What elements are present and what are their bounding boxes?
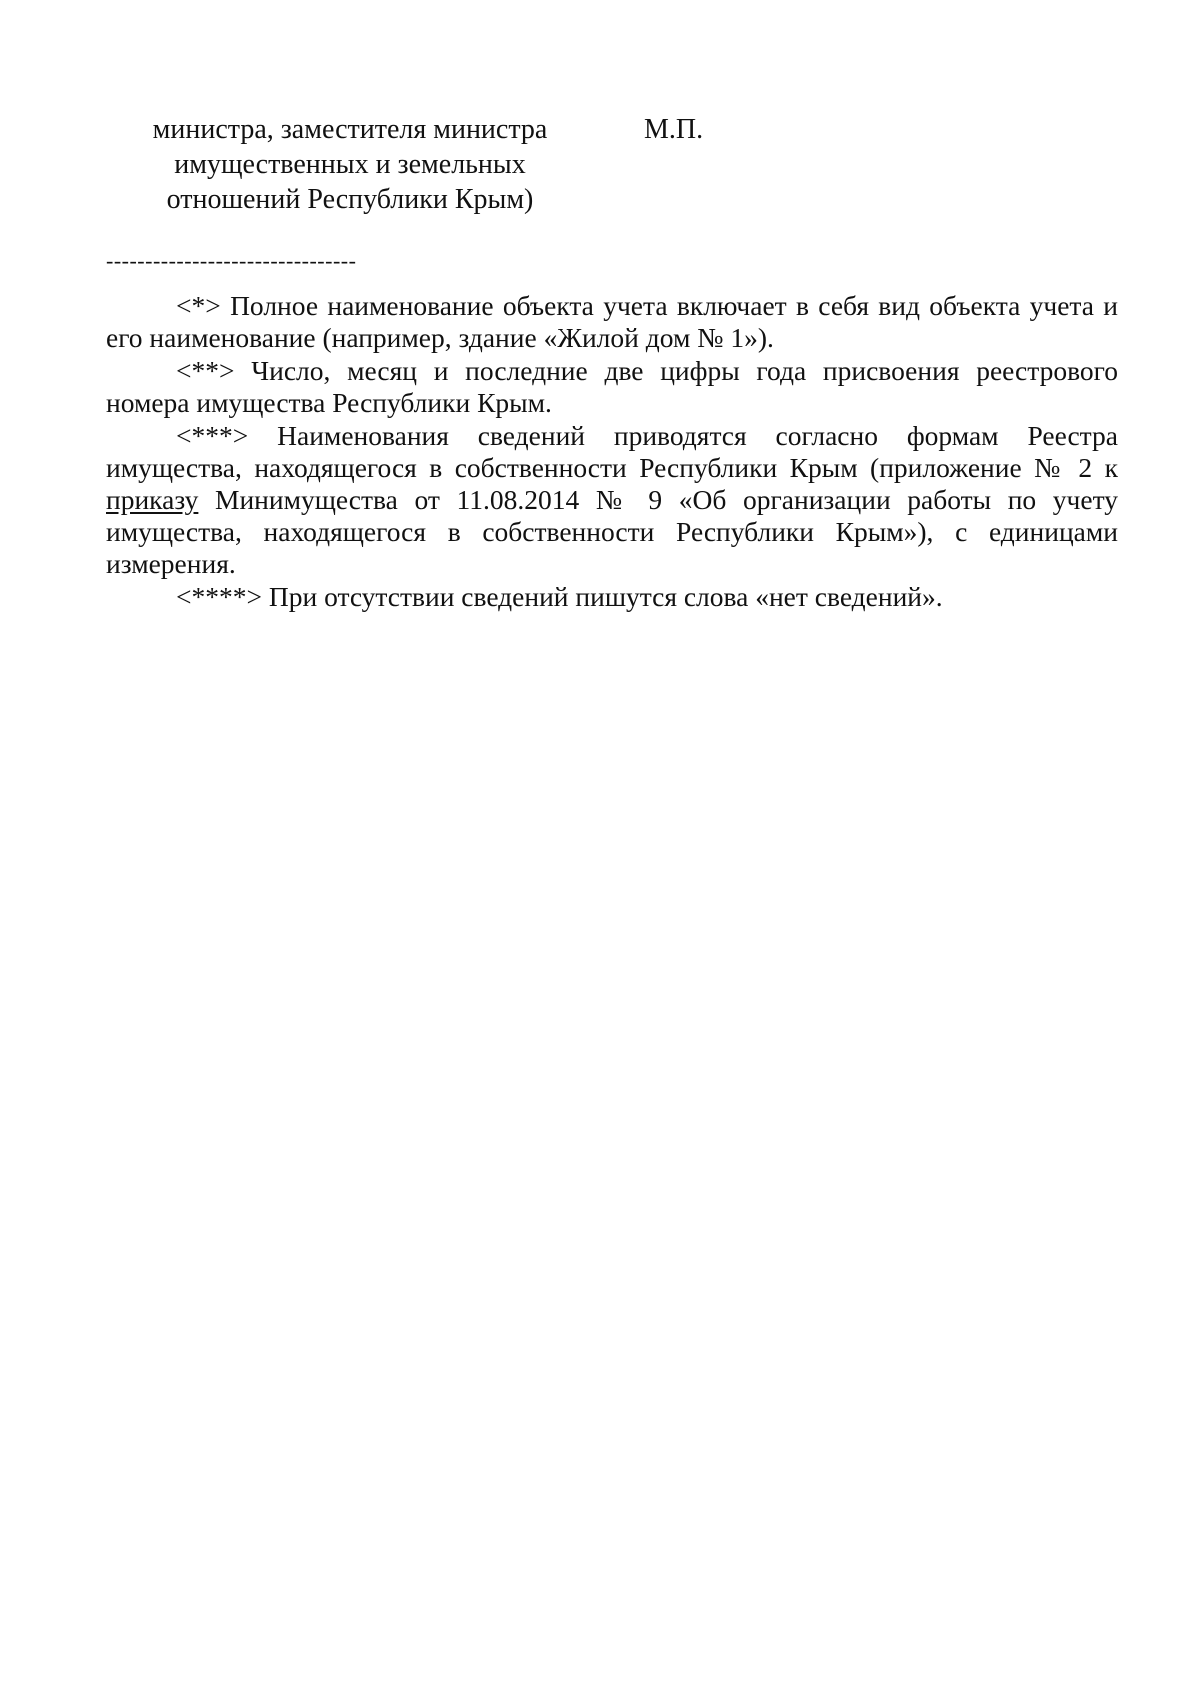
footnote-4: <****> При отсутствии сведений пишутся слова «нет сведений». [176,581,943,612]
footnote-2: <**> Число, месяц и последние две цифры года присвоения реестрового номера имущества Республики Крым. [106,355,1118,418]
footnote-3-text-after: Минимущества от 11.08.2014 № 9 «Об организации работы по учету имущества, находящегося в собственности Республики Крым»), с единицами измерения. [106,484,1118,579]
signature-line: имущественных и земельных [174,149,526,180]
signature-position-block [130,112,570,217]
footnote-3-text-before: <***> Наименования сведений приводятся согласно формам Реестра имущества, находящегося в собственности Республики Крым (приложение № 2 к [106,420,1118,483]
footnote-separator: -------------------------------- [106,248,357,273]
order-link[interactable]: приказу [106,484,199,515]
signature-line: отношений Республики Крым) [166,184,534,215]
seal-mark: М.П. [644,114,704,145]
footnotes-section [106,290,1118,614]
footnote-1: <*> Полное наименование объекта учета включает в себя вид объекта учета и его наименование (например, здание «Жилой дом № 1»). [106,290,1118,353]
signature-line: министра, заместителя министра [152,114,548,145]
footnote-3 [106,420,1118,580]
